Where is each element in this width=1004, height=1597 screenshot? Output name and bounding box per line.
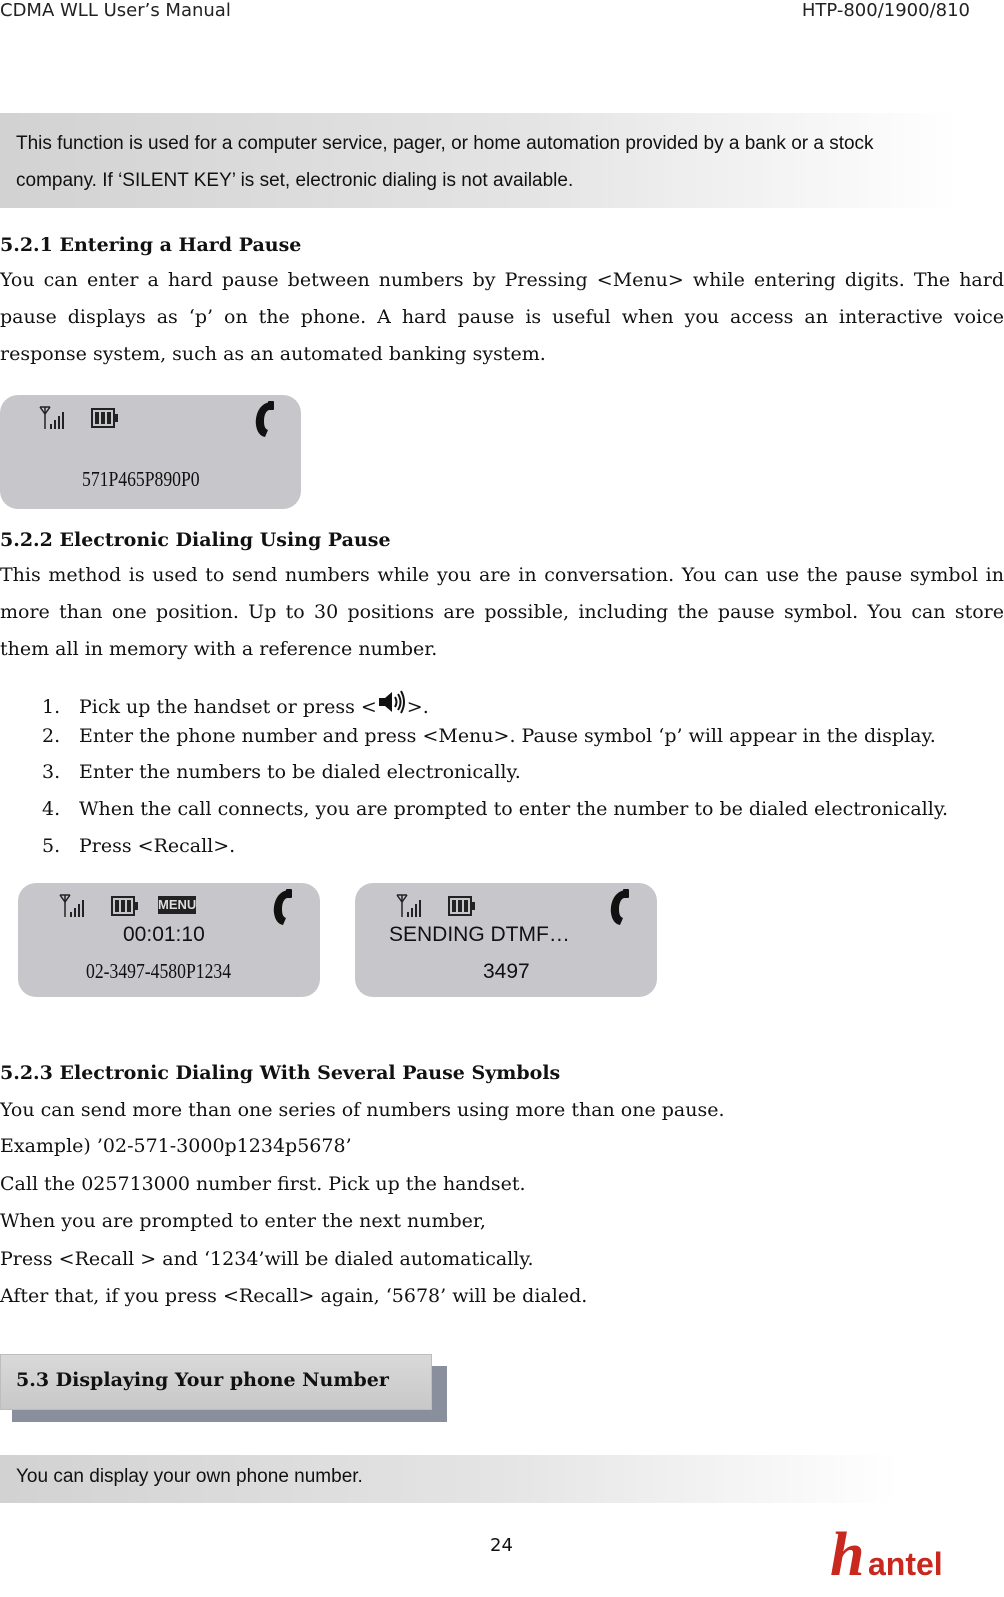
note-line: You can display your own phone number. [16,1466,363,1487]
menu-indicator: MENU [158,897,197,912]
step-text-end: >. [406,696,429,718]
step-4 [42,798,948,820]
signal-icon [38,405,68,433]
section-523-title: 5.2.3 Electronic Dialing With Several Pause Symbols [0,1062,561,1084]
heading-box [0,1354,432,1410]
note-box-bottom [0,1455,900,1503]
step-number: 5. [42,835,61,857]
step-number: 4. [42,798,61,820]
section-523-line: You can send more than one series of numbers using more than one pause. [0,1099,725,1121]
step-number: 3. [42,761,61,783]
step-text: Press <Recall>. [79,835,236,857]
signal-icon [58,893,88,921]
lcd-screen-call-timer [18,883,320,997]
step-5 [42,835,235,857]
step-text: Enter the phone number and press <Menu>. Pause symbol ‘p’ will appear in the display. [79,725,936,747]
section-521-title: 5.2.1 Entering a Hard Pause [0,234,302,256]
step-2 [42,725,936,747]
note-box-top [0,113,960,208]
speaker-icon [377,690,407,714]
logo-antel: antel [868,1546,943,1582]
section-521-body: You can enter a hard pause between numbers by Pressing <Menu> while entering digits. The hard pause displays as ‘p’ on the phone. A hard pause is useful when you access an interactive voice response system, such as an automated banking system. [0,269,1004,365]
step-number: 2. [42,725,61,747]
lcd-dialed-number: 3497 [483,960,530,983]
section-522-title: 5.2.2 Electronic Dialing Using Pause [0,529,391,551]
step-3 [42,761,521,783]
step-text: When the call connects, you are prompted to enter the number to be dialed electronically. [79,798,949,820]
lcd-screen-sending-dtmf [355,883,657,997]
lcd-status-text: SENDING DTMF… [389,923,570,946]
section-53-heading-box [0,1354,432,1412]
hantel-logo [826,1515,996,1593]
section-522-body: This method is used to send numbers while you are in conversation. You can use the pause symbol in more than one position. Up to 30 positions are possible, including the pause symbol. You can store them all in memory with a reference number. [0,564,1004,660]
note-line-2: company. If ‘SILENT KEY’ is set, electronic dialing is not available. [16,170,574,191]
section-523-line: When you are prompted to enter the next number, [0,1210,486,1232]
header-title: CDMA WLL User’s Manual [0,0,231,21]
section-523-line: Call the 025713000 number first. Pick up the handset. [0,1173,526,1195]
battery-icon [90,405,120,433]
lcd-screen-hard-pause [0,395,301,509]
section-523-line: After that, if you press <Recall> again, ‘5678’ will be dialed. [0,1285,588,1307]
page-number: 24 [490,1535,513,1556]
section-523-line: Press <Recall > and ‘1234’will be dialed automatically. [0,1248,534,1270]
battery-icon [110,893,140,921]
section-523-line: Example) ’02-571-3000p1234p5678’ [0,1135,352,1157]
battery-icon [447,893,477,921]
step-text: Enter the numbers to be dialed electronically. [79,761,521,783]
step-text: Pick up the handset or press < [79,696,377,718]
lcd-dialed-number: 571P465P890P0 [82,467,200,491]
step-1 [42,690,429,718]
lcd-dialed-number: 02-3497-4580P1234 [86,959,232,983]
signal-icon [395,893,425,921]
handset-icon [250,399,278,439]
section-53-title: 5.3 Displaying Your phone Number [16,1369,389,1391]
step-number: 1. [42,696,61,718]
lcd-call-time: 00:01:10 [123,923,205,946]
note-line-1: This function is used for a computer service, pager, or home automation provided by a bank or a stock [16,133,874,154]
handset-icon [268,887,296,927]
logo-h: h [830,1521,865,1589]
header-model: HTP-800/1900/810 [801,0,970,21]
handset-icon [605,887,633,927]
